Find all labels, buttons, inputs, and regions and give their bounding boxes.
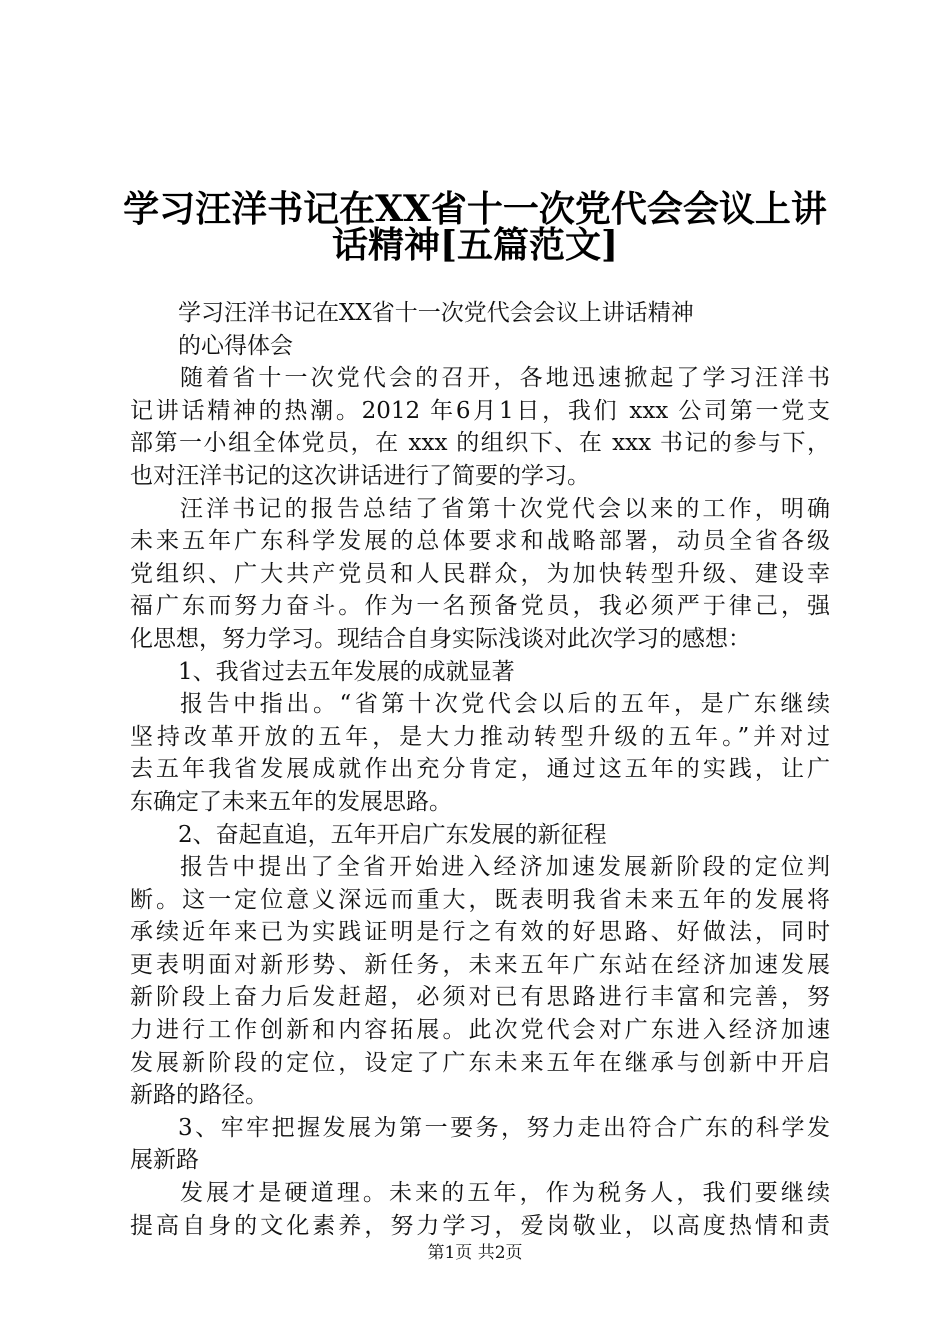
document-title-line-1: 学习汪洋书记在XX省十一次党代会会议上讲: [123, 188, 827, 230]
paragraph-line: 部第一小组全体党员，在 xxx 的组织下、在 xxx 书记的参与下，: [130, 430, 830, 457]
paragraph-line: 承续近年来已为实践证明是行之有效的好思路、好做法，同时: [130, 919, 830, 946]
paragraph-line: 随着省十一次党代会的召开，各地迅速掀起了学习汪洋书: [180, 365, 830, 392]
paragraph-line: 化思想，努力学习。现结合自身实际浅谈对此次学习的感想：: [130, 625, 751, 652]
paragraph-line: 也对汪洋书记的这次讲话进行了简要的学习。: [130, 462, 590, 489]
page-number-footer: 第1页 共2页: [427, 1243, 523, 1263]
section-heading: 1、我省过去五年发展的成就显著: [178, 658, 515, 685]
paragraph-line: 福广东而努力奋斗。作为一名预备党员，我必须严于律己，强: [130, 593, 830, 620]
document-title-line-2: 话精神[五篇范文]: [331, 224, 619, 266]
paragraph-line: 记讲话精神的热潮。2012 年6月1日，我们 xxx 公司第一党支: [130, 397, 830, 424]
subtitle-line: 学习汪洋书记在XX省十一次党代会会议上讲话精神: [178, 300, 694, 326]
paragraph-line: 发展才是硬道理。未来的五年，作为税务人，我们要继续: [180, 1180, 830, 1207]
paragraph-line: 党组织、广大共产党员和人民群众，为加快转型升级、建设幸: [130, 560, 830, 587]
section-heading: 2、奋起直追，五年开启广东发展的新征程: [178, 821, 607, 848]
document-body: [130, 297, 830, 1242]
paragraph-line: 断。这一定位意义深远而重大，既表明我省未来五年的发展将: [130, 886, 830, 913]
paragraph-line: 东确定了未来五年的发展思路。: [130, 788, 452, 815]
paragraph-line: 新阶段上奋力后发赶超，必须对已有思路进行丰富和完善，努: [130, 984, 830, 1011]
paragraph-line: 报告中指出。“省第十次党代会以后的五年，是广东继续: [180, 691, 830, 718]
paragraph-line: 新路的路径。: [130, 1082, 268, 1109]
paragraph-line: 提高自身的文化素养，努力学习，爱岗敬业，以高度热情和责: [130, 1212, 830, 1239]
paragraph-line: 报告中提出了全省开始进入经济加速发展新阶段的定位判: [180, 854, 830, 881]
paragraph-line: 未来五年广东科学发展的总体要求和战略部署，动员全省各级: [130, 528, 830, 555]
paragraph-line: 力进行工作创新和内容拓展。此次党代会对广东进入经济加速: [130, 1017, 830, 1044]
section-heading: 3、牢牢把握发展为第一要务，努力走出符合广东的科学发: [178, 1114, 830, 1141]
subtitle-line: 的心得体会: [178, 332, 293, 359]
paragraph-line: 去五年我省发展成就作出充分肯定，通过这五年的实践，让广: [130, 756, 830, 783]
paragraph-line: 汪洋书记的报告总结了省第十次党代会以来的工作，明确: [180, 495, 830, 522]
section-heading: 展新路: [130, 1147, 199, 1174]
paragraph-line: 发展新阶段的定位，设定了广东未来五年在继承与创新中开启: [130, 1049, 830, 1076]
paragraph-line: 更表明面对新形势、新任务，未来五年广东站在经济加速发展: [130, 951, 830, 978]
paragraph-line: 坚持改革开放的五年，是大力推动转型升级的五年。”并对过: [130, 723, 830, 750]
